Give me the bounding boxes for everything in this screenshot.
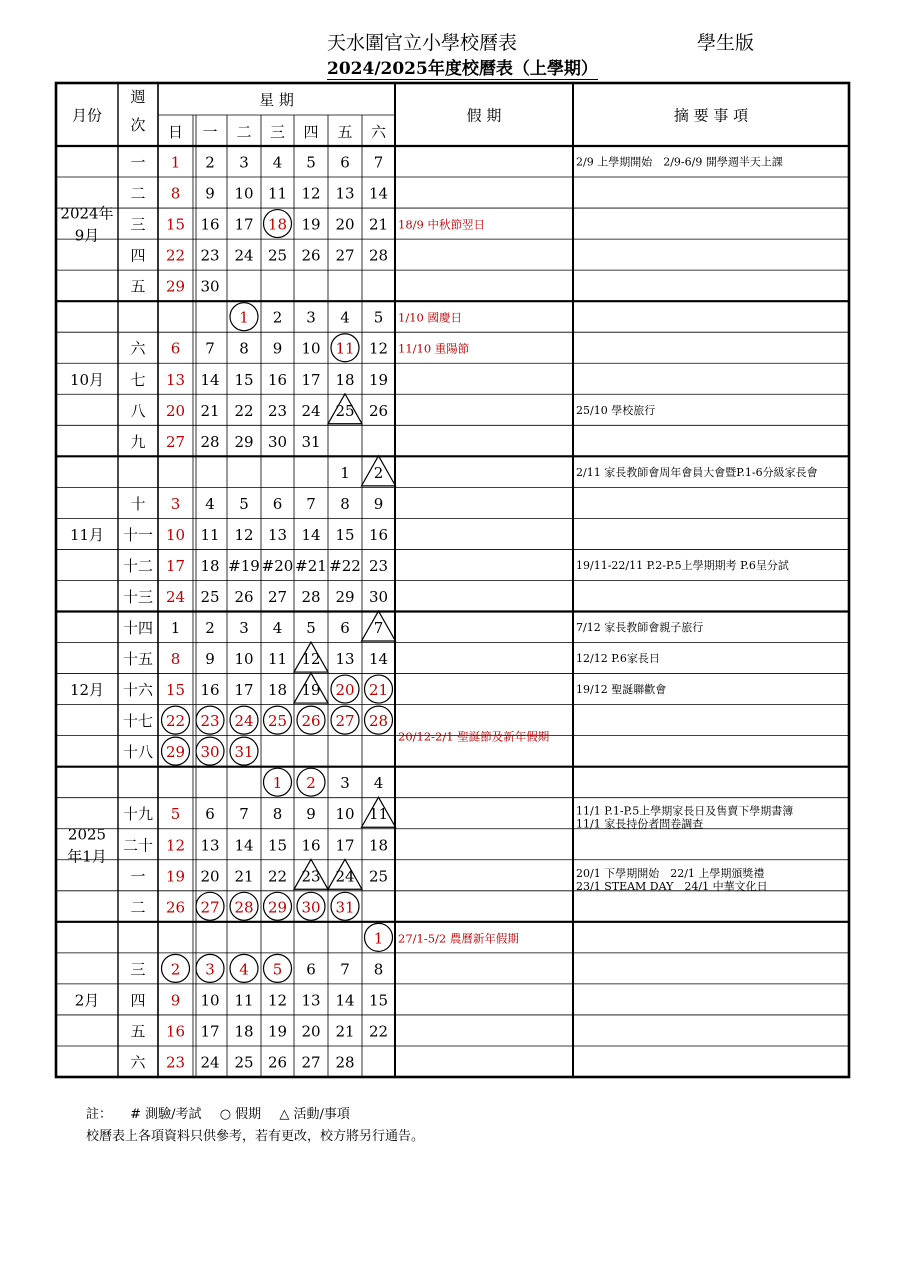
note-entry: 23/1 STEAM DAY 24/1 中華文化日	[576, 879, 768, 893]
week-number: 十五	[122, 650, 154, 669]
edition-label: 學生版	[697, 32, 755, 54]
header-week: 週	[130, 88, 146, 106]
day-number: 2	[170, 960, 181, 979]
day-number: 6	[272, 494, 283, 513]
day-number: 20	[335, 681, 355, 700]
day-number: 25	[200, 587, 220, 606]
day-number: 21	[234, 867, 254, 886]
day-number: 18	[368, 836, 389, 855]
day-number: 9	[373, 494, 384, 513]
week-number: 六	[130, 339, 146, 358]
day-number: 17	[234, 215, 254, 234]
day-number: 2	[306, 774, 316, 793]
day-number: 7	[239, 805, 249, 824]
day-number: 28	[368, 712, 389, 731]
day-number: 22	[165, 246, 186, 265]
legend-activity: △ 活動/事項	[279, 1107, 350, 1122]
day-number: 17	[165, 556, 186, 575]
day-number: 15	[165, 681, 186, 700]
day-number: 5	[272, 960, 283, 979]
header-holidays: 假 期	[466, 106, 502, 125]
day-number: 27	[301, 1053, 321, 1072]
day-number: 10	[200, 991, 220, 1010]
note-entry: 19/12 聖誕聯歡會	[576, 683, 667, 697]
day-number: 6	[306, 960, 316, 979]
day-number: 24	[335, 867, 355, 886]
day-number: 14	[368, 650, 389, 669]
week-number: 七	[130, 370, 146, 389]
header-weekday: 六	[370, 123, 387, 141]
note-entry: 2/11 家長教師會周年會員大會暨P.1-6分級家長會	[576, 465, 818, 479]
day-number: 30	[200, 277, 220, 296]
day-number: 16	[200, 681, 220, 700]
holiday-entry: 27/1-5/2 農曆新年假期	[398, 931, 519, 946]
day-number: 28	[335, 1053, 355, 1072]
day-number: 11	[200, 525, 220, 544]
day-number: 14	[200, 370, 220, 389]
day-number: 8	[170, 650, 181, 669]
day-number: 28	[301, 587, 321, 606]
day-number: 23	[165, 1053, 186, 1072]
week-number: 九	[130, 432, 146, 451]
day-number: 15	[368, 991, 389, 1010]
day-number: 17	[301, 370, 321, 389]
day-number: 30	[267, 432, 288, 451]
day-number: 17	[200, 1022, 220, 1041]
week-number: 五	[130, 1022, 146, 1041]
day-number: 27	[335, 246, 355, 265]
day-number: 9	[306, 805, 316, 824]
note-entry: 20/1 下學期開始 22/1 上學期頒獎禮	[576, 866, 765, 880]
month-label: 9月	[74, 226, 100, 245]
day-number: 19	[368, 370, 389, 389]
day-number: 23	[200, 712, 220, 731]
day-number: 29	[234, 432, 254, 451]
legend-holiday: ○ 假期	[219, 1107, 262, 1122]
day-number: 29	[335, 587, 355, 606]
week-number: 二十	[122, 836, 154, 855]
day-number: 5	[306, 153, 316, 172]
day-number: 5	[306, 619, 316, 638]
day-number: 29	[165, 277, 186, 296]
legend	[86, 1103, 364, 1122]
day-number: 5	[373, 308, 384, 327]
holiday-entry: 20/12-2/1 聖誕節及新年假期	[398, 729, 550, 744]
month-label: 10月	[69, 370, 105, 389]
day-number: 27	[165, 432, 186, 451]
day-number: 4	[272, 153, 283, 172]
header-weekday: 四	[303, 123, 319, 141]
day-number: 25	[368, 867, 389, 886]
month-label: 2月	[74, 991, 100, 1010]
month-label: 2025	[67, 825, 107, 844]
day-number: 13	[301, 991, 321, 1010]
day-number: 28	[200, 432, 220, 451]
week-number: 八	[130, 401, 146, 420]
day-number: 26	[267, 1053, 288, 1072]
week-number: 十二	[122, 556, 154, 575]
day-number: #22	[329, 556, 361, 575]
day-number: 1	[170, 619, 181, 638]
day-number: 29	[267, 898, 288, 917]
header-weekday: 二	[236, 123, 252, 141]
day-number: 24	[165, 587, 186, 606]
day-number: 28	[234, 898, 254, 917]
day-number: 20	[301, 1022, 321, 1041]
day-number: 10	[165, 525, 186, 544]
day-number: 24	[234, 246, 254, 265]
day-number: 2	[272, 308, 283, 327]
day-number: 18	[200, 556, 220, 575]
week-number: 十六	[122, 681, 154, 700]
day-number: 13	[335, 184, 355, 203]
disclaimer: 校曆表上各項資料只供參考，若有更改，校方將另行通告。	[86, 1129, 425, 1144]
week-number: 十八	[122, 743, 154, 762]
note-entry: 7/12 家長教師會親子旅行	[576, 621, 704, 635]
week-number: 十三	[122, 587, 154, 606]
month-label: 12月	[69, 681, 105, 700]
day-number: 13	[267, 525, 288, 544]
note-entry: 2/9 上學期開始 2/9-6/9 開學週半天上課	[576, 155, 783, 169]
day-number: 18	[335, 370, 355, 389]
day-number: 23	[200, 246, 220, 265]
day-number: 6	[170, 339, 181, 358]
day-number: 16	[368, 525, 389, 544]
header-weekday: 日	[167, 123, 184, 141]
day-number: 8	[340, 494, 350, 513]
day-number: 3	[306, 308, 316, 327]
day-number: 8	[373, 960, 384, 979]
day-number: 25	[267, 246, 288, 265]
day-number: 4	[239, 960, 249, 979]
day-number: 15	[267, 836, 288, 855]
day-number: 27	[335, 712, 355, 731]
day-number: 23	[301, 867, 321, 886]
week-number: 一	[130, 867, 146, 886]
day-number: 29	[165, 743, 186, 762]
day-number: 26	[301, 246, 321, 265]
day-number: 21	[368, 681, 389, 700]
day-number: 16	[165, 1022, 186, 1041]
day-number: 25	[234, 1053, 254, 1072]
day-number: 24	[200, 1053, 220, 1072]
day-number: 18	[267, 681, 288, 700]
day-number: 26	[301, 712, 321, 731]
week-number: 一	[130, 153, 146, 172]
day-number: 21	[200, 401, 220, 420]
day-number: #21	[295, 556, 327, 575]
day-number: 15	[234, 370, 254, 389]
day-number: 19	[301, 681, 321, 700]
header-weekday: 五	[337, 123, 353, 141]
day-number: 11	[267, 184, 288, 203]
holiday-entry: 18/9 中秋節翌日	[398, 217, 485, 232]
day-number: 5	[239, 494, 249, 513]
day-number: 9	[272, 339, 283, 358]
day-number: 25	[267, 712, 288, 731]
day-number: 22	[368, 1022, 389, 1041]
day-number: #20	[261, 556, 294, 575]
day-number: 10	[234, 650, 254, 669]
day-number: 3	[239, 153, 249, 172]
header-month: 月份	[71, 106, 103, 125]
legend-prefix: 註：	[86, 1107, 113, 1122]
day-number: 14	[368, 184, 389, 203]
header-weekday: 三	[269, 123, 286, 141]
day-number: 8	[272, 805, 283, 824]
day-number: 10	[234, 184, 254, 203]
day-number: 5	[170, 805, 181, 824]
note-entry: 11/1 家長持份者問卷調查	[576, 817, 704, 831]
day-number: 3	[170, 494, 181, 513]
day-number: 12	[234, 525, 254, 544]
legend-exam: # 測驗/考試	[130, 1107, 202, 1122]
week-number: 三	[130, 215, 146, 234]
day-number: 6	[340, 153, 350, 172]
day-number: 16	[200, 215, 220, 234]
week-number: 十七	[122, 712, 154, 731]
day-number: 19	[267, 1022, 288, 1041]
day-number: 3	[340, 774, 350, 793]
day-number: 28	[368, 246, 389, 265]
day-number: 26	[165, 898, 186, 917]
header-weekday: 一	[202, 123, 218, 141]
week-number: 四	[130, 246, 146, 265]
week-number: 二	[130, 898, 146, 917]
day-number: 2	[205, 153, 215, 172]
week-number: 十	[130, 494, 146, 513]
day-number: 22	[165, 712, 186, 731]
day-number: 3	[205, 960, 215, 979]
day-number: 4	[205, 494, 215, 513]
day-number: 13	[200, 836, 220, 855]
day-number: 4	[272, 619, 283, 638]
day-number: 3	[239, 619, 249, 638]
day-number: 7	[373, 619, 384, 638]
day-number: 7	[373, 153, 384, 172]
day-number: 7	[340, 960, 350, 979]
note-entry: 25/10 學校旅行	[576, 403, 656, 417]
day-number: 7	[205, 339, 215, 358]
day-number: 12	[165, 836, 186, 855]
note-entry: 11/1 P.1-P.5上學期家長日及售賣下學期書簿	[576, 804, 794, 818]
day-number: 12	[368, 339, 389, 358]
day-number: 9	[205, 650, 215, 669]
day-number: 15	[335, 525, 355, 544]
day-number: 6	[340, 619, 350, 638]
day-number: 27	[200, 898, 220, 917]
day-number: 4	[340, 308, 350, 327]
day-number: 11	[267, 650, 288, 669]
day-number: 17	[335, 836, 355, 855]
day-number: 21	[368, 215, 389, 234]
week-number: 六	[130, 1053, 146, 1072]
note-entry: 12/12 P.6家長日	[576, 652, 660, 666]
day-number: 25	[335, 401, 355, 420]
day-number: 16	[267, 370, 288, 389]
day-number: #19	[228, 556, 260, 575]
week-number: 二	[130, 184, 146, 203]
week-number: 十四	[122, 619, 154, 638]
note-entry: 19/11-22/11 P.2-P.5上學期期考 P.6呈分試	[576, 558, 789, 572]
page-subtitle: 2024/2025年度校曆表（上學期）	[327, 59, 598, 79]
holiday-entry: 11/10 重陽節	[398, 341, 470, 356]
day-number: 11	[335, 339, 355, 358]
day-number: 19	[165, 867, 186, 886]
month-label: 年1月	[67, 847, 107, 866]
day-number: 20	[335, 215, 355, 234]
day-number: 24	[301, 401, 321, 420]
day-number: 26	[368, 401, 389, 420]
day-number: 10	[335, 805, 355, 824]
day-number: 1	[272, 774, 283, 793]
day-number: 11	[234, 991, 254, 1010]
day-number: 14	[301, 525, 321, 544]
holiday-entry: 1/10 國慶日	[398, 310, 462, 325]
page-title: 天水圍官立小學校曆表	[327, 32, 518, 54]
day-number: 8	[170, 184, 181, 203]
day-number: 19	[301, 215, 321, 234]
day-number: 30	[200, 743, 220, 762]
day-number: 20	[165, 401, 186, 420]
day-number: 2	[373, 463, 384, 482]
day-number: 16	[301, 836, 321, 855]
day-number: 4	[373, 774, 384, 793]
day-number: 6	[205, 805, 215, 824]
day-number: 18	[267, 215, 288, 234]
day-number: 13	[165, 370, 186, 389]
header-week: 次	[130, 116, 146, 134]
day-number: 31	[301, 432, 321, 451]
week-number: 十一	[122, 525, 154, 544]
day-number: 12	[301, 184, 321, 203]
header-notes: 摘 要 事 項	[673, 106, 749, 125]
day-number: 22	[234, 401, 254, 420]
day-number: 12	[267, 991, 288, 1010]
day-number: 2	[205, 619, 215, 638]
day-number: 21	[335, 1022, 355, 1041]
day-number: 7	[306, 494, 316, 513]
day-number: 13	[335, 650, 355, 669]
day-number: 14	[234, 836, 254, 855]
day-number: 30	[301, 898, 321, 917]
day-number: 23	[368, 556, 389, 575]
day-number: 8	[239, 339, 249, 358]
day-number: 31	[335, 898, 355, 917]
day-number: 9	[205, 184, 215, 203]
day-number: 1	[239, 308, 249, 327]
day-number: 1	[373, 929, 384, 948]
day-number: 20	[200, 867, 220, 886]
day-number: 10	[301, 339, 321, 358]
day-number: 30	[368, 587, 389, 606]
day-number: 24	[234, 712, 254, 731]
day-number: 1	[170, 153, 181, 172]
week-number: 十九	[122, 805, 154, 824]
month-label: 2024年	[60, 204, 114, 223]
day-number: 12	[301, 650, 321, 669]
day-number: 1	[340, 463, 350, 482]
day-number: 23	[267, 401, 288, 420]
week-number: 三	[130, 960, 146, 979]
day-number: 14	[335, 991, 355, 1010]
day-number: 18	[234, 1022, 254, 1041]
day-number: 22	[267, 867, 288, 886]
day-number: 9	[170, 991, 181, 1010]
day-number: 15	[165, 215, 186, 234]
week-number: 五	[130, 277, 146, 296]
day-number: 27	[267, 587, 288, 606]
day-number: 26	[234, 587, 254, 606]
week-number: 四	[130, 991, 146, 1010]
header-weekday-group: 星 期	[259, 91, 294, 109]
day-number: 31	[234, 743, 254, 762]
day-number: 11	[368, 805, 389, 824]
month-label: 11月	[69, 525, 105, 544]
day-number: 17	[234, 681, 254, 700]
